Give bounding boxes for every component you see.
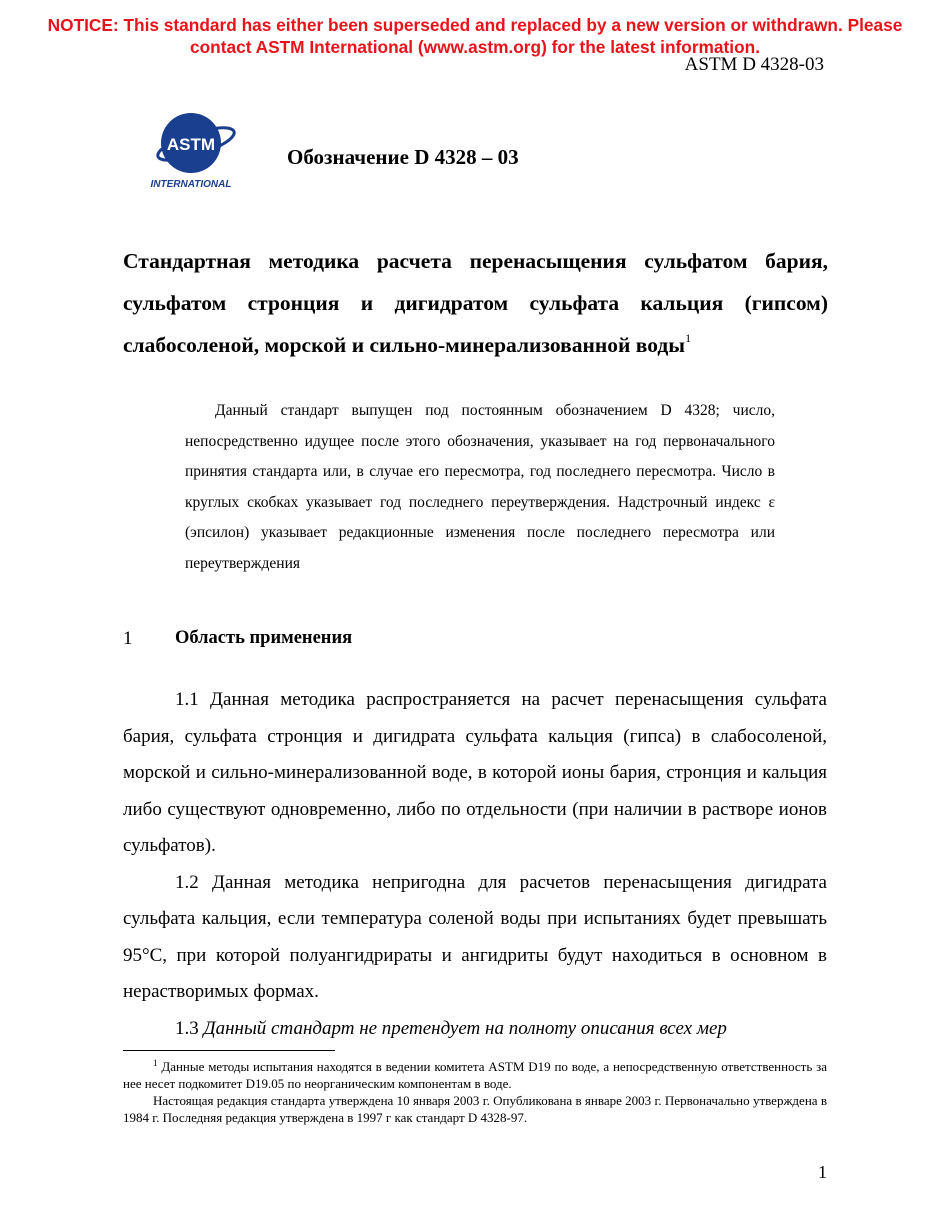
paragraph-1-1: 1.1 Данная методика распространяется на расчет перенасыщения сульфата бария, сульфата стронция и дигидрата сульфата кальция (гипса) в слабосоленой, морской и сильно-минерализованной воде, в которой ионы бария, стронция и кальция либо существуют одновременно, либо по отдельности (при наличии в растворе ионов сульфатов). [123,689,827,856]
footnotes [123,1058,827,1126]
document-code: ASTM D 4328-03 [684,54,824,75]
title-line-3-text: слабосоленой, морской и сильно-минерализованной воды [123,333,686,357]
supersession-notice [0,14,950,58]
title-line-3 [123,324,828,366]
body-text [123,682,827,1047]
paragraph-1-3 [123,1011,827,1048]
footnote-mark: 1 [153,1058,158,1068]
footnote-divider [123,1050,335,1051]
paragraph-1-3-text: Данный стандарт не претендует на полноту описания всех мер [203,1017,727,1039]
footnote-2: Настоящая редакция стандарта утверждена 10 января 2003 г. Опубликована в январе 2003 г. Первоначально утверждена в 1984 г. Последняя редакция утверждена в 1997 г как стандарт D 4328-97. [123,1093,827,1125]
astm-logo [146,106,238,190]
footnote-1 [123,1058,827,1092]
preface-note: Данный стандарт выпущен под постоянным обозначением D 4328; число, непосредственно идущее после этого обозначения, указывает на год первоначального принятия стандарта или, в случае его пересмотра, год последнего пересмотра. Число в круглых скобках указывает год последнего переутверждения. Надстрочный индекс ε (эпсилон) указывает редакционные изменения после последнего пересмотра или переутверждения [185,402,775,572]
document-title [123,240,828,366]
paragraph-1-3-number: 1.3 [175,1017,199,1039]
page-number: 1 [818,1162,827,1182]
logo-subtext: INTERNATIONAL [150,179,232,190]
notice-line-1: NOTICE: This standard has either been superseded and replaced by a new version or withdrawn. Please [47,15,903,35]
section-number: 1 [123,628,133,649]
paragraph-1-2: 1.2 Данная методика непригодна для расчетов перенасыщения дигидрата сульфата кальция, если температура соленой воды при испытаниях будет превышать 95°C, при которой полуангидрираты и ангидриты будут находиться в основном в нерастворимых формах. [123,871,827,1002]
title-line-2: сульфатом стронция и дигидратом сульфата кальция (гипсом) [123,291,828,315]
designation: Обозначение D 4328 – 03 [287,145,519,169]
section-heading: Область применения [175,628,353,648]
logo-text: ASTM [166,135,216,154]
title-line-1: Стандартная методика расчета перенасыщения сульфатом бария, [123,249,828,273]
footnote-1-text: Данные методы испытания находятся в ведении комитета ASTM D19 по воде, а непосредственную ответственность за нее несет подкомитет D19.05 по неорганическим компонентам в воде. [123,1059,827,1091]
title-footnote-mark: 1 [685,331,692,345]
notice-line-2: contact ASTM International (www.astm.org) for the latest information. [190,37,760,57]
